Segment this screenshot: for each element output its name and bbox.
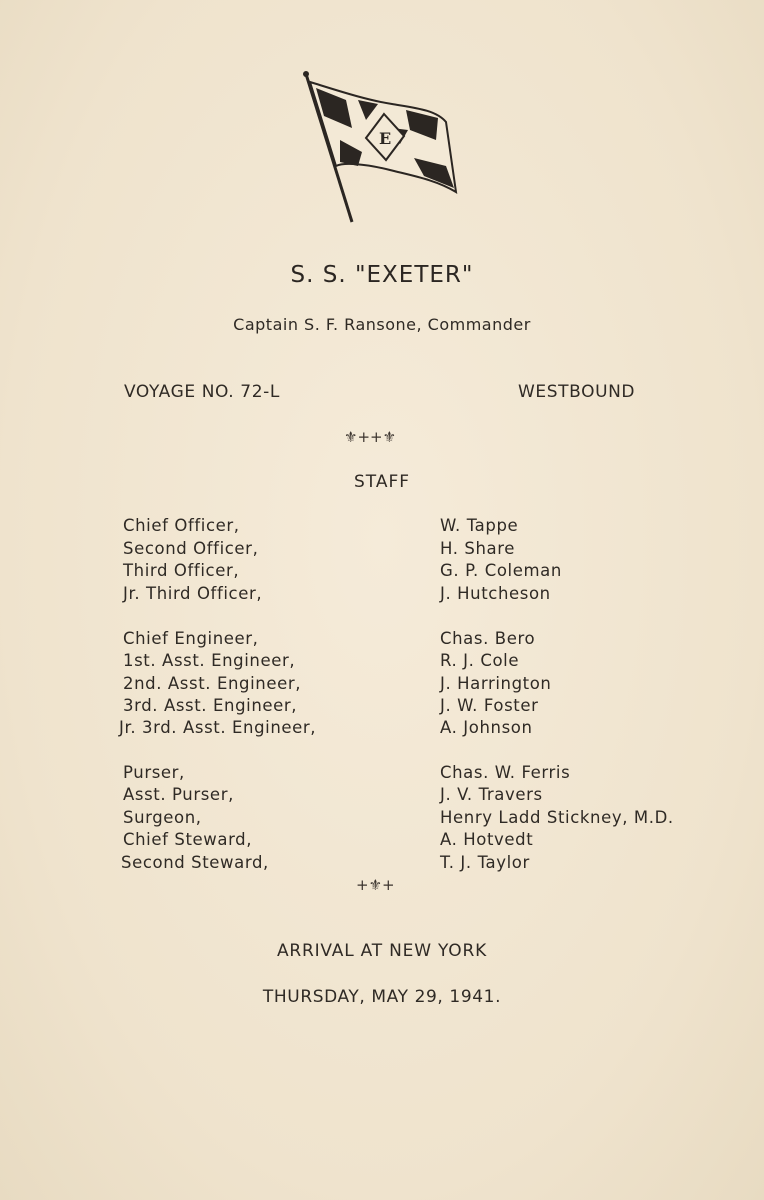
staff-name: J. Harrington [440, 674, 552, 693]
fleur-de-lis-ornament: ⚜++⚜ [344, 428, 397, 446]
staff-name: R. J. Cole [440, 651, 520, 670]
staff-name: T. J. Taylor [440, 853, 530, 872]
section-heading: STAFF [353, 472, 411, 492]
staff-name: G. P. Coleman [440, 561, 562, 580]
staff-rank: Asst. Purser, [123, 785, 234, 804]
staff-name: W. Tappe [440, 516, 519, 535]
staff-rank: Chief Officer, [123, 516, 240, 535]
fleur-de-lis-ornament: +⚜+ [356, 876, 395, 894]
staff-rank: Jr. Third Officer, [123, 584, 263, 603]
staff-rank: Second Officer, [123, 539, 259, 558]
staff-rank: Chief Engineer, [123, 629, 259, 648]
ship-title: S. S. "EXETER" [290, 262, 474, 288]
staff-rank: 1st. Asst. Engineer, [123, 651, 296, 670]
staff-name: J. W. Foster [440, 696, 539, 715]
flag-icon [296, 70, 462, 226]
staff-rank: Third Officer, [123, 561, 240, 580]
captain-line: Captain S. F. Ransone, Commander [233, 315, 531, 334]
svg-text:E: E [379, 129, 392, 148]
staff-rank: Second Steward, [121, 853, 269, 872]
staff-rank: Chief Steward, [123, 830, 253, 849]
staff-name: Chas. W. Ferris [440, 763, 571, 782]
voyage-number: VOYAGE NO. 72-L [124, 382, 280, 402]
staff-rank: Purser, [123, 763, 185, 782]
arrival-date: THURSDAY, MAY 29, 1941. [262, 987, 502, 1007]
voyage-direction: WESTBOUND [518, 382, 636, 402]
staff-name: H. Share [440, 539, 516, 558]
arrival-heading: ARRIVAL AT NEW YORK [276, 941, 488, 961]
staff-rank: 3rd. Asst. Engineer, [123, 696, 298, 715]
staff-rank: 2nd. Asst. Engineer, [123, 674, 302, 693]
staff-name: J. Hutcheson [440, 584, 551, 603]
staff-rank: Jr. 3rd. Asst. Engineer, [119, 718, 317, 737]
staff-name: A. Hotvedt [440, 830, 534, 849]
staff-name: J. V. Travers [440, 785, 543, 804]
staff-name: Chas. Bero [440, 629, 536, 648]
staff-name: Henry Ladd Stickney, M.D. [440, 808, 674, 827]
staff-name: A. Johnson [440, 718, 533, 737]
staff-rank: Surgeon, [123, 808, 202, 827]
